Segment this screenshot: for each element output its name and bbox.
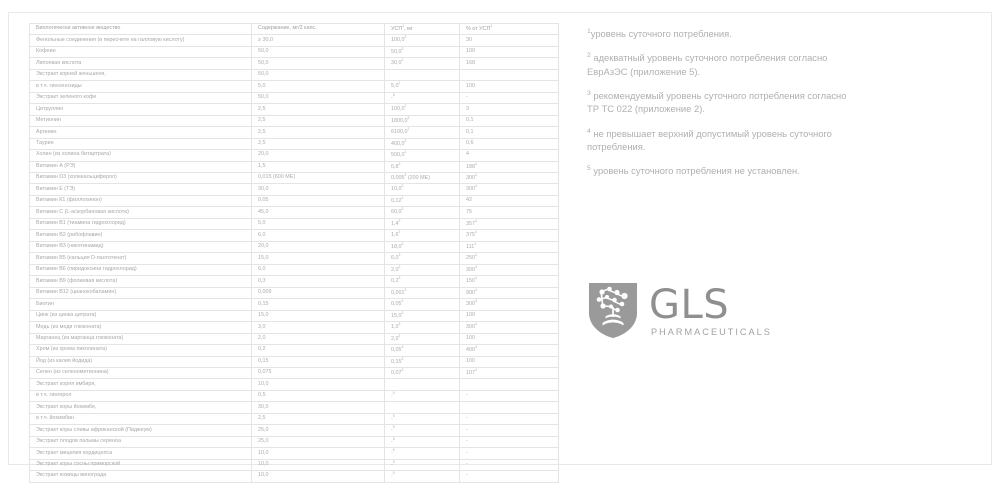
cell-usp: -$^5$ <box>385 390 460 401</box>
table-row <box>30 81 559 92</box>
cell-substance: в т.ч. гингерол <box>30 390 252 401</box>
cell-usp: 10,0$^3$ <box>385 184 460 195</box>
cell-usp: 15,0$^3$ <box>385 310 460 321</box>
table-row <box>30 230 559 241</box>
footnotes-block <box>587 27 847 178</box>
footnote-marker: 3 <box>587 89 591 97</box>
cell-usp: 0,07$^3$ <box>385 367 460 378</box>
cell-usp: $2,0^3$ <box>385 333 460 344</box>
cell-amount: 50,0 <box>252 58 385 69</box>
cell-percent-usp: $300^4$ <box>460 322 559 333</box>
cell-percent-usp: $357^4$ <box>460 218 559 229</box>
ingredients-table <box>29 23 559 483</box>
cell-usp: 0,005$^3$ (200 МЕ) <box>385 173 460 184</box>
cell-amount: 10,0 <box>252 459 385 470</box>
cell-amount: 25,0 <box>252 425 385 436</box>
cell-usp: 0,001$^3$ <box>385 287 460 298</box>
column-header-usp: УСП$^1$, мг <box>385 24 460 35</box>
cell-amount: 3,0 <box>252 322 385 333</box>
cell-amount: 10,0 <box>252 448 385 459</box>
cell-substance: Марганец (из марганца глюконата) <box>30 333 252 344</box>
cell-substance: Витамин В9 (фолиевая кислота) <box>30 276 252 287</box>
table-row <box>30 345 559 356</box>
cell-usp: 100,0$^2$ <box>385 104 460 115</box>
cell-percent-usp: $188^4$ <box>460 161 559 172</box>
cell-substance: Метионин <box>30 115 252 126</box>
cell-amount: 30,0 <box>252 184 385 195</box>
table-row <box>30 356 559 367</box>
cell-amount: 2,5 <box>252 115 385 126</box>
footnote-3 <box>587 89 847 116</box>
cell-percent-usp: 100 <box>460 81 559 92</box>
table-row <box>30 367 559 378</box>
cell-substance: Йод (из калия йодида) <box>30 356 252 367</box>
cell-amount: 50,0 <box>252 92 385 103</box>
shield-molecule-icon <box>587 280 639 340</box>
table-row <box>30 264 559 275</box>
cell-amount: 0,009 <box>252 287 385 298</box>
table-row <box>30 150 559 161</box>
table-row <box>30 310 559 321</box>
cell-usp: 50,0$^3$ <box>385 46 460 57</box>
cell-percent-usp: $300^4$ <box>460 264 559 275</box>
cell-percent-usp: $107^4$ <box>460 367 559 378</box>
cell-percent-usp: $900^4$ <box>460 287 559 298</box>
cell-amount: 0,15 <box>252 356 385 367</box>
table-row <box>30 35 559 46</box>
cell-amount: ≥ 30,0 <box>252 35 385 46</box>
cell-percent-usp: $150^4$ <box>460 276 559 287</box>
cell-percent-usp: - <box>460 413 559 424</box>
cell-usp: $5,0^2$ <box>385 81 460 92</box>
footnote-text: не превышает верхний допустимый уровень суточного потребления. <box>587 127 832 153</box>
table-row <box>30 390 559 401</box>
cell-substance: Экстракт коры йохимбе, <box>30 402 252 413</box>
cell-substance: Биотин <box>30 299 252 310</box>
cell-usp: $6,0^3$ <box>385 253 460 264</box>
cell-substance: Витамин В3 (никотинамид) <box>30 241 252 252</box>
footnote-text: уровень суточного потребления не установлен. <box>593 165 800 177</box>
cell-substance: Экстракт кожицы винограда <box>30 471 252 482</box>
cell-usp: 0,05$^3$ <box>385 299 460 310</box>
table-row <box>30 104 559 115</box>
cell-usp: 400,0$^2$ <box>385 138 460 149</box>
cell-substance: Таурин <box>30 138 252 149</box>
cell-percent-usp: $400^4$ <box>460 345 559 356</box>
cell-substance: Витамин С (L-аскорбиновая кислота) <box>30 207 252 218</box>
cell-percent-usp: 100 <box>460 333 559 344</box>
cell-usp: 0,05$^3$ <box>385 345 460 356</box>
table-row <box>30 471 559 482</box>
cell-usp <box>385 402 460 413</box>
cell-usp: $2,0^3$ <box>385 264 460 275</box>
table-row <box>30 322 559 333</box>
table-row <box>30 127 559 138</box>
cell-amount: 6,0 <box>252 264 385 275</box>
cell-amount: 1,5 <box>252 161 385 172</box>
footnote-marker: 4 <box>587 127 591 135</box>
table-row <box>30 448 559 459</box>
cell-usp: 0,12$^2$ <box>385 195 460 206</box>
cell-usp: $0,2^3$ <box>385 276 460 287</box>
cell-usp: $0,8^3$ <box>385 161 460 172</box>
cell-percent-usp: 100 <box>460 46 559 57</box>
cell-percent-usp <box>460 402 559 413</box>
cell-percent-usp: 3 <box>460 104 559 115</box>
cell-percent-usp: 100 <box>460 310 559 321</box>
cell-substance: Экстракт плодов пальмы сереноа <box>30 436 252 447</box>
cell-amount: 10,0 <box>252 379 385 390</box>
table-row <box>30 287 559 298</box>
table-row <box>30 69 559 80</box>
cell-substance: в т.ч. йохимбин <box>30 413 252 424</box>
cell-substance: Витамин В1 (тиамина гидрохлорид) <box>30 218 252 229</box>
cell-percent-usp: - <box>460 471 559 482</box>
cell-percent-usp: - <box>460 436 559 447</box>
cell-percent-usp: 168 <box>460 58 559 69</box>
cell-percent-usp: - <box>460 390 559 401</box>
cell-usp: 30,0$^2$ <box>385 58 460 69</box>
table-row <box>30 207 559 218</box>
cell-amount: 5,0 <box>252 81 385 92</box>
cell-amount: 20,0 <box>252 150 385 161</box>
table-row <box>30 333 559 344</box>
cell-amount: 0,15 <box>252 299 385 310</box>
footnote-2 <box>587 51 847 78</box>
cell-percent-usp: - <box>460 459 559 470</box>
cell-percent-usp: 100 <box>460 356 559 367</box>
cell-usp <box>385 69 460 80</box>
footnote-5 <box>587 164 847 177</box>
table-row <box>30 241 559 252</box>
footnote-marker: 5 <box>587 165 591 173</box>
cell-amount: 25,0 <box>252 436 385 447</box>
footnote-marker: 1 <box>587 27 591 35</box>
table-row <box>30 425 559 436</box>
cell-amount: 0,5 <box>252 390 385 401</box>
column-header-amount: Содержание, мг/2 капс. <box>252 24 385 35</box>
table-row <box>30 436 559 447</box>
footnote-marker: 2 <box>587 52 591 60</box>
table-row <box>30 218 559 229</box>
cell-substance: Витамин В12 (цианокобаламин) <box>30 287 252 298</box>
cell-substance: Экстракт корня имбиря, <box>30 379 252 390</box>
cell-amount: 2,5 <box>252 127 385 138</box>
cell-substance: Аргинин <box>30 127 252 138</box>
table-row <box>30 161 559 172</box>
footnote-1 <box>587 27 847 40</box>
cell-percent-usp: $375^4$ <box>460 230 559 241</box>
cell-substance: Хром (из хрома пиколината) <box>30 345 252 356</box>
table-row <box>30 92 559 103</box>
cell-substance: Селен (из селенометионина) <box>30 367 252 378</box>
footnote-text: адекватный уровень суточного потребления согласно ЕврАзЭС (приложение 5). <box>587 52 828 77</box>
table-row <box>30 46 559 57</box>
table-row <box>30 276 559 287</box>
table-row <box>30 184 559 195</box>
cell-substance: Экстракт мицелия кордицепса <box>30 448 252 459</box>
cell-amount: 10,0 <box>252 471 385 482</box>
cell-substance: Холин (из холина битартрата) <box>30 150 252 161</box>
cell-substance: Экстракт коры сливы африканской (Пиджеум) <box>30 425 252 436</box>
cell-substance: Цинк (из цинка цитрата) <box>30 310 252 321</box>
cell-percent-usp: $250^4$ <box>460 253 559 264</box>
cell-usp: 18,0$^3$ <box>385 241 460 252</box>
cell-substance: Витамин D3 (холекальциферол) <box>30 173 252 184</box>
cell-usp: 6100,0$^2$ <box>385 127 460 138</box>
brand-logo <box>587 279 773 341</box>
cell-usp: 100,0$^2$ <box>385 35 460 46</box>
cell-amount: 2,0 <box>252 333 385 344</box>
table-body <box>30 35 559 482</box>
logo-text-block <box>649 283 772 337</box>
content-card <box>8 12 992 479</box>
cell-substance: Витамин В6 (пиридоксина гидрохлорид) <box>30 264 252 275</box>
table-row <box>30 413 559 424</box>
table-row <box>30 402 559 413</box>
cell-substance: Экстракт корней женьшеня, <box>30 69 252 80</box>
logo-wordmark: GLS <box>649 282 730 328</box>
table-row <box>30 138 559 149</box>
table-row <box>30 299 559 310</box>
cell-usp: $1,4^3$ <box>385 218 460 229</box>
cell-usp: -$^5$ <box>385 413 460 424</box>
cell-percent-usp <box>460 69 559 80</box>
cell-amount: 15,0 <box>252 253 385 264</box>
cell-substance: Витамин А (РЭ) <box>30 161 252 172</box>
cell-amount: 5,0 <box>252 218 385 229</box>
cell-percent-usp: 30 <box>460 35 559 46</box>
table-row <box>30 58 559 69</box>
cell-percent-usp: $111^4$ <box>460 241 559 252</box>
cell-substance: в т.ч. гинсенозиды <box>30 81 252 92</box>
footnote-text: рекомендуемый уровень суточного потребления согласно ТР ТС 022 (приложение 2). <box>587 90 847 115</box>
cell-substance: Кофеин <box>30 46 252 57</box>
cell-amount: 0,3 <box>252 276 385 287</box>
cell-percent-usp: 42 <box>460 195 559 206</box>
cell-substance: Экстракт коры сосны приморской <box>30 459 252 470</box>
cell-usp: 500,0$^2$ <box>385 150 460 161</box>
table-row <box>30 173 559 184</box>
cell-amount: 30,0 <box>252 402 385 413</box>
cell-substance: Липоевая кислота <box>30 58 252 69</box>
cell-percent-usp: $300^4$ <box>460 184 559 195</box>
ingredients-table-wrapper <box>29 23 558 483</box>
cell-substance: Медь (из меди глюконата) <box>30 322 252 333</box>
cell-usp: 0,15$^3$ <box>385 356 460 367</box>
cell-amount: 50,0 <box>252 69 385 80</box>
cell-usp: -$^5$ <box>385 436 460 447</box>
cell-substance: Экстракт зеленого кофе <box>30 92 252 103</box>
cell-percent-usp: 0,1 <box>460 115 559 126</box>
cell-amount: 45,0 <box>252 207 385 218</box>
cell-percent-usp: 75 <box>460 207 559 218</box>
cell-usp: $1,0^3$ <box>385 322 460 333</box>
cell-percent-usp: $300^4$ <box>460 299 559 310</box>
table-row <box>30 253 559 264</box>
table-row <box>30 115 559 126</box>
table-header-row <box>30 24 559 35</box>
table-row <box>30 195 559 206</box>
cell-amount: 0,015 (600 МЕ) <box>252 173 385 184</box>
footnote-4 <box>587 127 847 154</box>
cell-percent-usp: 4 <box>460 150 559 161</box>
cell-usp: -$^5$ <box>385 448 460 459</box>
cell-amount: 50,0 <box>252 46 385 57</box>
table-header <box>30 24 559 35</box>
cell-substance: Витамин В2 (рибофлавин) <box>30 230 252 241</box>
cell-amount: 2,5 <box>252 104 385 115</box>
cell-percent-usp: - <box>460 448 559 459</box>
column-header-percent-usp: % от УСП$^1$ <box>460 24 559 35</box>
cell-amount: 0,2 <box>252 345 385 356</box>
cell-usp: 60,0$^3$ <box>385 207 460 218</box>
cell-usp <box>385 379 460 390</box>
table-row <box>30 379 559 390</box>
cell-amount: 15,0 <box>252 310 385 321</box>
cell-substance: Витамин К1 (филлохинон) <box>30 195 252 206</box>
cell-usp: $1,6^3$ <box>385 230 460 241</box>
cell-usp: 1800,0$^3$ <box>385 115 460 126</box>
cell-usp: -$^5$ <box>385 425 460 436</box>
table-row <box>30 459 559 470</box>
cell-substance: Фенольные соединения (в пересчете на галловую кислоту) <box>30 35 252 46</box>
cell-substance: Витамин В5 (кальция D-пантотенат) <box>30 253 252 264</box>
cell-percent-usp: - <box>460 425 559 436</box>
cell-usp: -$^5$ <box>385 459 460 470</box>
cell-substance: Витамин Е (ТЭ) <box>30 184 252 195</box>
cell-usp: -$^5$ <box>385 471 460 482</box>
cell-percent-usp: 0,6 <box>460 138 559 149</box>
cell-percent-usp: 0,1 <box>460 127 559 138</box>
cell-usp: -$^5$ <box>385 92 460 103</box>
cell-amount: 0,075 <box>252 367 385 378</box>
cell-amount: 2,5 <box>252 413 385 424</box>
column-header-substance: Биологически активное вещество <box>30 24 252 35</box>
cell-amount: 6,0 <box>252 230 385 241</box>
cell-amount: 20,0 <box>252 241 385 252</box>
logo-tagline: PHARMACEUTICALS <box>651 327 772 337</box>
cell-amount: 0,05 <box>252 195 385 206</box>
cell-percent-usp: - <box>460 92 559 103</box>
cell-amount: 2,5 <box>252 138 385 149</box>
cell-percent-usp <box>460 379 559 390</box>
cell-percent-usp: $300^4$ <box>460 173 559 184</box>
footnote-text: уровень суточного потребления. <box>590 28 732 39</box>
cell-substance: Цитруллин <box>30 104 252 115</box>
